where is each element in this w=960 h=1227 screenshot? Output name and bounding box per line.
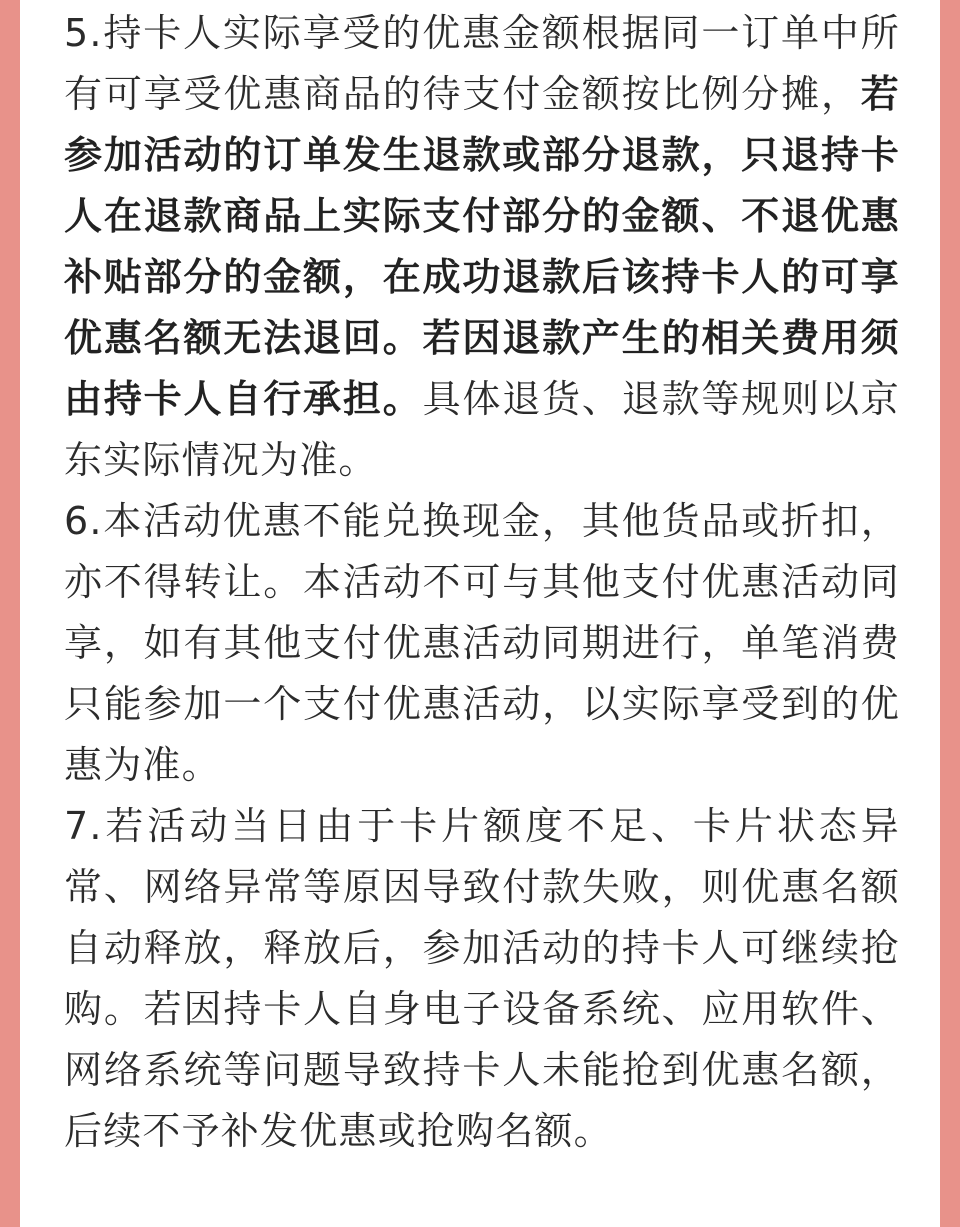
rule-5-refund-emphasis: 若参加活动的订单发生退款或部分退款，只退持卡人在退款商品上实际支付部分的金额、不退优惠补贴部分的金额，在成功退款后该持卡人的可享优惠名额无法退回。若因退款产生的相关费用须由持卡人自行承担。	[64, 72, 900, 421]
rule-5-text: 5.持卡人实际享受的优惠金额根据同一订单中所有可享受优惠商品的待支付金额按比例分摊，	[64, 11, 900, 116]
rules-panel	[20, 0, 940, 1227]
rule-5-text-end: 具体退货、退款等规则以京东实际情况为准。	[64, 377, 900, 482]
rule-item-7: 7.若活动当日由于卡片额度不足、卡片状态异常、网络异常等原因导致付款失败，则优惠名额自动释放，释放后，参加活动的持卡人可继续抢购。若因持卡人自身电子设备系统、应用软件、网络系统等问题导致持卡人未能抢到优惠名额，后续不予补发优惠或抢购名额。	[64, 804, 900, 1153]
rule-item-5	[64, 3, 900, 491]
activity-rules-text	[64, 3, 900, 1162]
rule-item-6: 6.本活动优惠不能兑换现金，其他货品或折扣，亦不得转让。本活动不可与其他支付优惠活动同享，如有其他支付优惠活动同期进行，单笔消费只能参加一个支付优惠活动，以实际享受到的优惠为准。	[64, 499, 900, 787]
